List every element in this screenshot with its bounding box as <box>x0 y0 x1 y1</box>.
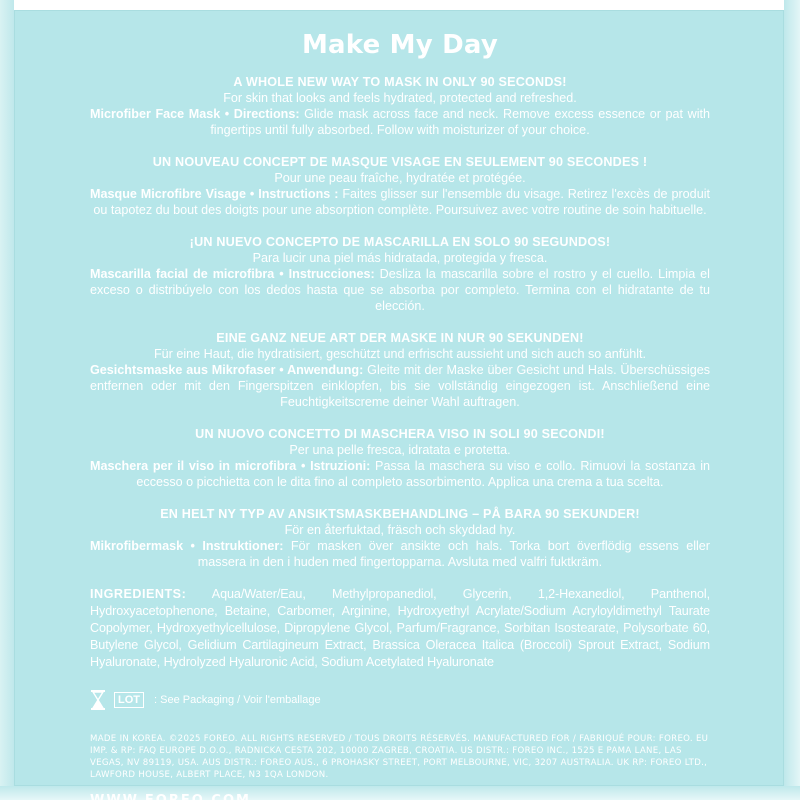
section-english <box>90 74 710 138</box>
website-url: WWW.FOREO.COM <box>90 793 251 808</box>
ingredients-text: Aqua/Water/Eau, Methylpropanediol, Glycerin, 1,2-Hexanediol, Panthenol, Hydroxyacetophenone, Betaine, Carbomer, Arginine, Hydroxyethyl Acrylate/Sodium Acryloyldimethyl Taurate Copolymer, Hydroxyethylcellulose, Dipropylene Glycol, Parfum/Fragrance, Sorbitan Isostearate, Polysorbate 60, Butylene Glycol, Gelidium Cartilagineum Extract, Brassica Oleracea Italica (Broccoli) Sprout Extract, Sodium Hyaluronate, Hydrolyzed Hyaluronic Acid, Sodium Acetylated Hyaluronate <box>90 587 710 669</box>
section-heading: A WHOLE NEW WAY TO MASK IN ONLY 90 SECONDS! <box>233 75 567 89</box>
section-heading: EN HELT NY TYP AV ANSIKTSMASKBEHANDLING – PÅ BARA 90 SEKUNDER! <box>160 507 640 521</box>
directions-label: Maschera per il viso in microfibra • Istruzioni: <box>90 459 371 473</box>
fine-print: MADE IN KOREA. ©2025 FOREO. ALL RIGHTS RESERVED / TOUS DROITS RÉSERVÉS. MANUFACTURED FOR / FABRIQUÉ POUR: FOREO. EU IMP. & RP: FAQ EUROPE D.O.O., RADNICKA CESTA 202, 10000 ZAGREB, CROATIA. US DISTR.: FOREO INC., 1525 E PAMA LANE, LAS VEGAS, NV 89119, USA. AUS DISTR.: FOREO AUS., 6 PROHASKY STREET, PORT MELBOURNE, VIC, 3207 AUSTRALIA. UK RP: FOREO LTD., LAWFORD HOUSE, ALBERT PLACE, N3 1QA LONDON. <box>90 734 709 780</box>
lot-badge: LOT <box>114 692 144 708</box>
section-heading: UN NOUVEAU CONCEPT DE MASQUE VISAGE EN SEULEMENT 90 SECONDES ! <box>152 155 648 169</box>
section-directions <box>90 186 710 218</box>
directions-label: Mikrofibermask • Instruktioner: <box>90 539 284 553</box>
directions-text: Gleite mit der Maske über Gesicht und Hals. Überschüssiges entfernen oder mit den Fingerspitzen einklopfen, bis sie vollständig eingezogen ist. Anschließend eine Feuchtigkeitscreme deiner Wahl auftragen. <box>90 363 710 409</box>
box-edge-right <box>784 0 800 800</box>
ingredients-list <box>90 586 710 671</box>
section-spanish <box>90 234 710 314</box>
section-heading: ¡UN NUEVO CONCEPTO DE MASCARILLA EN SOLO 90 SEGUNDOS! <box>189 235 611 249</box>
directions-label: Gesichtsmaske aus Mikrofaser • Anwendung: <box>90 363 364 377</box>
section-directions <box>90 266 710 314</box>
section-subtitle: Für eine Haut, die hydratisiert, geschützt und erfrischt aussieht und sich auch so anfühlt. <box>153 347 647 361</box>
section-directions <box>90 362 710 410</box>
label-content <box>90 30 710 808</box>
directions-text: Desliza la mascarilla sobre el rostro y el cuello. Limpia el exceso o distribúyelo con los dedos hasta que se absorba por completo. Termina con el hidratante de tu elección. <box>90 267 710 313</box>
section-directions <box>90 458 710 490</box>
hourglass-icon <box>90 689 106 711</box>
section-heading: UN NUOVO CONCETTO DI MASCHERA VISO IN SOLI 90 SECONDI! <box>195 427 605 441</box>
section-subtitle: Pour une peau fraîche, hydratée et protégée. <box>274 171 526 185</box>
section-subtitle: Per una pelle fresca, idratata e protetta. <box>289 443 511 457</box>
directions-text: Faites glisser sur l'ensemble du visage. Retirez l'excès de produit ou tapotez du bout des doigts pour une absorption complète. Poursuivez avec votre routine de soin habituelle. <box>93 187 710 217</box>
ingredients-label: INGREDIENTS: <box>90 587 187 601</box>
directions-label: Microfiber Face Mask • Directions: <box>90 107 300 121</box>
section-french <box>90 154 710 218</box>
section-german <box>90 330 710 410</box>
directions-text: Glide mask across face and neck. Remove excess essence or pat with fingertips until fully absorbed. Follow with moisturizer of your choice. <box>210 107 710 137</box>
directions-text: För masken över ansikte och hals. Torka bort överflödig essens eller massera in den i huden med fingertopparna. Avsluta med valfri fuktkräm. <box>197 539 711 569</box>
directions-text: Passa la maschera su viso e collo. Rimuovi la sostanza in eccesso o picchietta con le dita fino al completo assorbimento. Applica una crema a tua scelta. <box>136 459 710 489</box>
product-title: Make My Day <box>301 30 499 60</box>
section-heading: EINE GANZ NEUE ART DER MASKE IN NUR 90 SEKUNDEN! <box>216 331 584 345</box>
lot-row <box>90 689 710 711</box>
section-swedish <box>90 506 710 570</box>
directions-label: Masque Microfibre Visage • Instructions : <box>90 187 339 201</box>
section-directions <box>90 538 710 570</box>
section-italian <box>90 426 710 490</box>
section-subtitle: For skin that looks and feels hydrated, protected and refreshed. <box>223 91 577 105</box>
lot-text: : See Packaging / Voir l'emballage <box>154 694 321 706</box>
box-edge-left <box>0 0 14 800</box>
directions-label: Mascarilla facial de microfibra • Instrucciones: <box>90 267 375 281</box>
section-subtitle: För en återfuktad, fräsch och skyddad hy. <box>284 523 516 537</box>
section-directions <box>90 106 710 138</box>
section-subtitle: Para lucir una piel más hidratada, protegida y fresca. <box>252 251 548 265</box>
